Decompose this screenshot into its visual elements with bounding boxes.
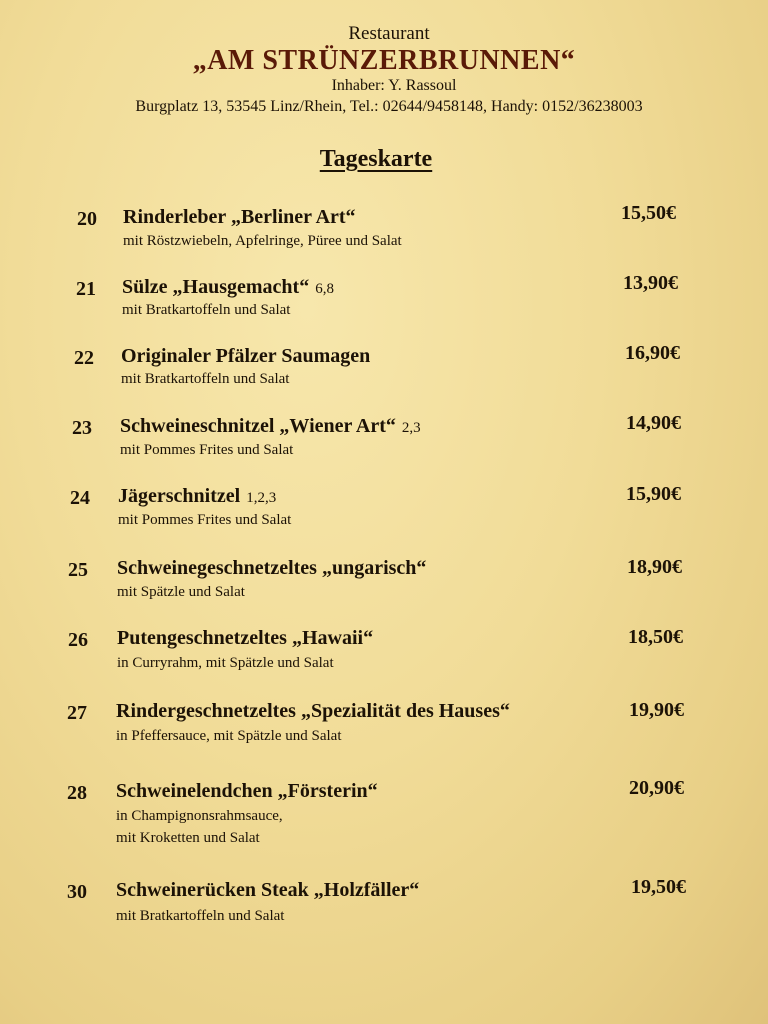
item-name-text: Rindergeschnetzeltes „Spezialität des Hauses“ [116, 700, 510, 722]
item-number: 26 [68, 629, 88, 651]
item-name-text: Schweinelendchen „Försterin“ [116, 780, 378, 802]
item-name [116, 780, 384, 803]
address-line: Burgplatz 13, 53545 Linz/Rhein, Tel.: 02644/9458148, Handy: 0152/36238003 [135, 98, 643, 115]
item-number: 27 [67, 702, 87, 724]
item-name [117, 627, 379, 650]
item-description: in Curryrahm, mit Spätzle und Salat [117, 655, 334, 671]
item-name-text: Schweineschnitzel „Wiener Art“ [120, 415, 396, 437]
item-number: 22 [74, 347, 94, 369]
item-name-text: Jägerschnitzel [118, 485, 241, 507]
menu-title: Tageskarte [319, 146, 433, 172]
item-name [116, 700, 516, 723]
item-number: 21 [76, 278, 96, 300]
item-number: 25 [68, 559, 88, 581]
owner-line: Inhaber: Y. Rassoul [331, 77, 457, 94]
item-name-text: Schweinegeschnetzeltes „ungarisch“ [117, 557, 427, 579]
item-price: 20,90€ [629, 777, 684, 799]
item-name [116, 879, 425, 902]
restaurant-label: Restaurant [348, 23, 430, 44]
item-name-text: Sülze „Hausgemacht“ [122, 276, 310, 298]
item-description: in Champignonsrahmsauce, [116, 808, 283, 824]
item-name [122, 276, 334, 299]
item-name [118, 485, 276, 508]
item-description: mit Bratkartoffeln und Salat [122, 302, 291, 318]
item-allergens: 2,3 [401, 420, 421, 436]
item-name-text: Schweinerücken Steak „Holzfäller“ [116, 879, 420, 901]
item-price: 15,90€ [626, 483, 681, 505]
item-name [120, 415, 421, 438]
restaurant-header [0, 22, 768, 118]
item-description: mit Pommes Frites und Salat [118, 512, 292, 528]
item-name [117, 557, 432, 580]
item-description: mit Spätzle und Salat [117, 584, 245, 600]
item-number: 30 [67, 881, 87, 903]
item-price: 15,50€ [621, 202, 676, 224]
item-name [121, 345, 376, 368]
item-number: 20 [77, 208, 97, 230]
item-name [123, 206, 362, 229]
item-allergens: 1,2,3 [246, 490, 277, 506]
item-description: mit Kroketten und Salat [116, 830, 260, 846]
item-description: mit Bratkartoffeln und Salat [116, 908, 285, 924]
item-number: 24 [70, 487, 90, 509]
item-price: 18,50€ [628, 626, 683, 648]
restaurant-name: „AM STRÜNZERBRUNNEN“ [192, 45, 576, 76]
item-description: mit Pommes Frites und Salat [120, 442, 294, 458]
item-name-text: Rinderleber „Berliner Art“ [123, 206, 356, 228]
item-price: 13,90€ [623, 272, 678, 294]
item-description: in Pfeffersauce, mit Spätzle und Salat [116, 728, 342, 744]
item-name-text: Originaler Pfälzer Saumagen [121, 345, 371, 367]
item-description: mit Röstzwiebeln, Apfelringe, Püree und Salat [123, 233, 402, 249]
item-number: 28 [67, 782, 87, 804]
item-price: 18,90€ [627, 556, 682, 578]
item-description: mit Bratkartoffeln und Salat [121, 371, 290, 387]
item-name-text: Putengeschnetzeltes „Hawaii“ [117, 627, 374, 649]
item-allergens: 6,8 [315, 281, 334, 297]
item-price: 14,90€ [626, 412, 681, 434]
item-number: 23 [72, 417, 92, 439]
item-price: 19,50€ [631, 876, 686, 898]
item-price: 19,90€ [629, 699, 684, 721]
item-price: 16,90€ [625, 342, 680, 364]
